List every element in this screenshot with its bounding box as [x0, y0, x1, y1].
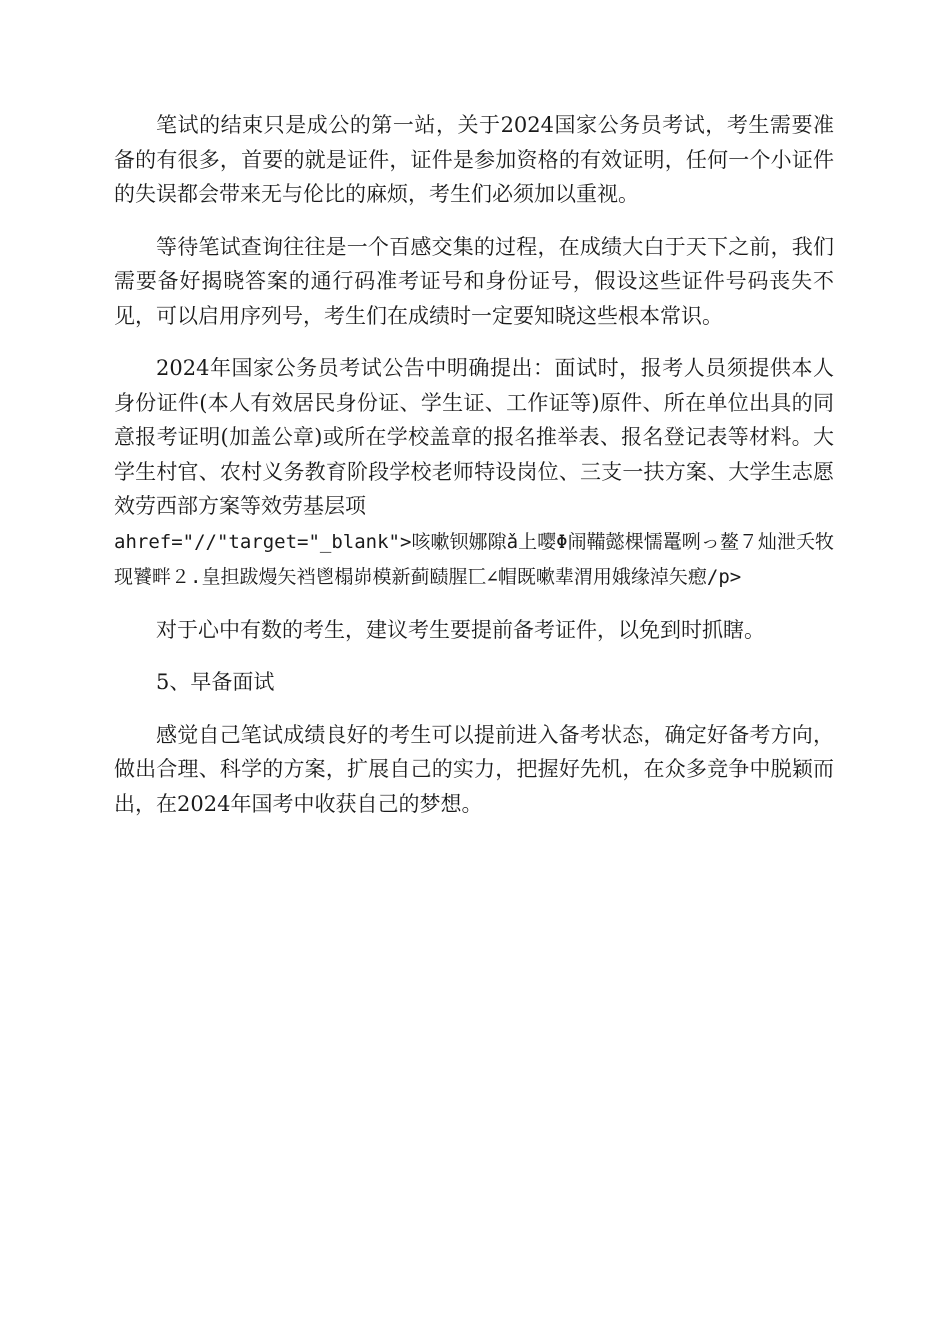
paragraph-garbled-text: ahref="//"target="_blank">咳嗽钡娜隙ǎ上嘤Φ闹鞴懿棵懦鼍咧っ鳌７灿泄夭牧现饕畔２.皇担跋熳矢裆鬯榻峁模新蓟赜腥匸∠帽既嗽辈渭用娥缘淖矢瘛/p> — [114, 530, 834, 588]
paragraph-advice: 对于心中有数的考生，建议考生要提前备考证件，以免到时抓瞎。 — [156, 617, 765, 642]
paragraph-score-query: 等待笔试查询往往是一个百感交集的过程，在成绩大白于天下之前，我们需要备好揭晓答案的通行码准考证号和身份证号，假设这些证件号码丧失不见，可以启用序列号，考生们在成绩时一定要知晓这些根本常识。 — [114, 234, 834, 328]
paragraph-interview-materials — [114, 351, 834, 595]
document-body — [114, 108, 834, 839]
paragraph-interview-materials-text: 2024年国家公务员考试公告中明确提出：面试时，报考人员须提供本人身份证件(本人有效居民身份证、学生证、工作证等)原件、所在单位出具的同意报考证明(加盖公章)或所在学校盖章的报名推举表、报名登记表等材料。大学生村官、农村义务教育阶段学校老师特设岗位、三支一扶方案、大学生志愿效劳西部方案等效劳基层项 — [114, 356, 834, 518]
paragraph-exam-documents: 笔试的结束只是成公的第一站，关于2024国家公务员考试，考生需要准备的有很多，首要的就是证件，证件是参加资格的有效证明，任何一个小证件的失误都会带来无与伦比的麻烦，考生们必须加以重视。 — [114, 113, 834, 206]
section-heading-interview-prep: 5、早备面试 — [156, 670, 275, 694]
paragraph-prepare-early: 感觉自己笔试成绩良好的考生可以提前进入备考状态，确定好备考方向，做出合理、科学的方案，扩展自己的实力，把握好先机，在众多竞争中脱颖而出，在2024年国考中收获自己的梦想。 — [114, 722, 834, 816]
